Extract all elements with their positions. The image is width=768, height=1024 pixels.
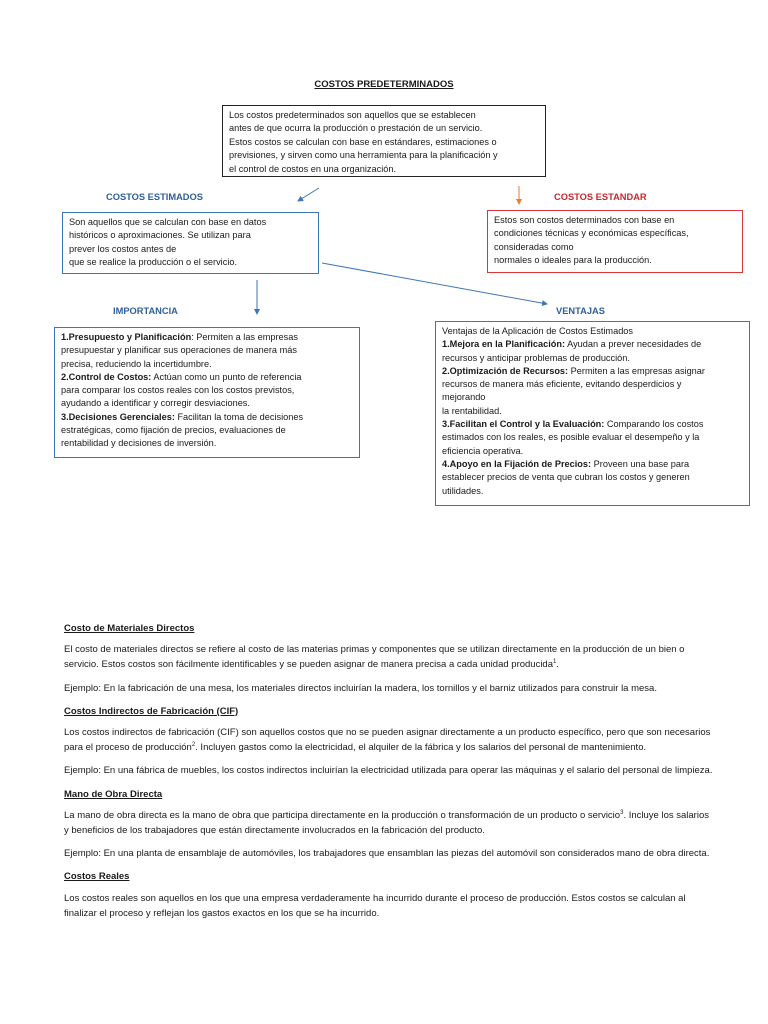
list-item <box>61 331 353 344</box>
paragraph-example: Ejemplo: En la fabricación de una mesa, los materiales directos incluirían la madera, los tornillos y el barniz utilizados para construir la mesa. <box>64 682 657 694</box>
text-line: ayudando a identificar y corregir desviaciones. <box>61 398 250 409</box>
text-line: la rentabilidad. <box>442 405 502 416</box>
paragraph-text: . <box>556 659 559 671</box>
text-line: Son aquellos que se calculan con base en datos <box>69 217 267 227</box>
paragraph <box>64 808 714 838</box>
list-item <box>442 418 743 431</box>
text-line: recursos de manera más eficiente, evitando desperdicios y <box>442 379 682 390</box>
item-heading: 1.Presupuesto y Planificación <box>61 332 192 342</box>
text-line: estimados con los reales, es posible evaluar el desempeño y la <box>442 432 700 443</box>
item-heading: 2.Control de Costos: <box>61 371 152 382</box>
paragraph-text: . Incluye los salarios y beneficios de los trabajadores que están directamente involucrados en la fabricación del producto. <box>64 809 709 837</box>
list-item <box>442 338 743 351</box>
text-line: estratégicas, como fijación de precios, evaluaciones de <box>61 425 286 436</box>
text-line: presupuestar y planificar sus operaciones de manera más <box>61 345 297 356</box>
text-line: previsiones, y sirven como una herramienta para la planificación y <box>229 150 498 161</box>
ventajas-intro: Ventajas de la Aplicación de Costos Estimados <box>442 326 634 336</box>
main-definition-box <box>222 105 546 177</box>
item-text: Comparando los costos <box>604 419 704 430</box>
page-title: COSTOS PREDETERMINADOS <box>314 79 454 90</box>
label-ventajas: VENTAJAS <box>556 306 605 316</box>
text-line: Estos costos se calculan con base en estándares, estimaciones o <box>229 136 497 147</box>
item-heading: 2.Optimización de Recursos: <box>442 365 569 376</box>
section-heading-mano-obra: Mano de Obra Directa <box>64 788 163 800</box>
paragraph-text: Los costos indirectos de fabricación (CIF) son aquellos costos que no se pueden asignar directamente a un producto específico, pero que son necesarios para el proceso de producción <box>64 727 711 754</box>
footnote-ref: 1 <box>553 659 557 666</box>
section-heading-cif: Costos Indirectos de Fabricación (CIF) <box>64 705 239 717</box>
item-heading: 4.Apoyo en la Fijación de Precios: <box>442 458 592 469</box>
list-item <box>442 458 743 471</box>
section-heading-costos-reales: Costos Reales <box>64 871 130 883</box>
item-heading: 3.Decisiones Gerenciales: <box>61 411 175 422</box>
item-text: Actúan como un punto de referencia <box>151 371 302 382</box>
text-line: consideradas como <box>494 241 574 252</box>
document-body <box>64 621 714 929</box>
paragraph <box>64 642 714 672</box>
text-line: mejorando <box>442 392 486 403</box>
text-line: rentabilidad y decisiones de inversión. <box>61 438 217 449</box>
paragraph-text: . Incluyen gastos como la electricidad, el alquiler de la fábrica y los salarios del personal de mantenimiento. <box>195 742 647 754</box>
item-text: Permiten a las empresas asignar <box>568 365 705 376</box>
label-costos-estimados: COSTOS ESTIMADOS <box>106 192 203 202</box>
paragraph-text: La mano de obra directa es la mano de obra que participa directamente en la producción o transformación de un producto o servicio <box>64 809 621 821</box>
list-item <box>442 365 743 378</box>
footnote-ref: 2 <box>191 742 196 749</box>
text-line: Estos son costos determinados con base en <box>494 215 675 225</box>
label-importancia: IMPORTANCIA <box>113 306 178 316</box>
footnote-ref: 3 <box>620 809 624 816</box>
text-line: establecer precios de venta que cubran los costos y generen <box>442 472 690 483</box>
list-item <box>61 371 353 384</box>
text-line: históricos o aproximaciones. Se utilizan para <box>69 230 251 241</box>
paragraph <box>64 725 714 755</box>
text-line: eficiencia operativa. <box>442 445 524 456</box>
item-text: Ayudan a prever necesidades de <box>565 339 702 350</box>
paragraph-example: Ejemplo: En una fábrica de muebles, los costos indirectos incluirían la electricidad utilizada para operar las máquinas y el salario del personal de limpieza. <box>64 765 713 777</box>
paragraph-example: Ejemplo: En una planta de ensamblaje de automóviles, los trabajadores que ensamblan las piezas del automóvil son considerados mano de obra directa. <box>64 848 710 860</box>
estimados-box <box>62 212 319 274</box>
text-line: prever los costos antes de <box>69 243 177 254</box>
text-line: utilidades. <box>442 485 484 496</box>
text-line: Los costos predeterminados son aquellos que se establecen <box>229 110 476 120</box>
label-costos-estandar: COSTOS ESTANDAR <box>554 192 647 202</box>
item-heading: 3.Facilitan el Control y la Evaluación: <box>442 419 605 430</box>
item-heading: 1.Mejora en la Planificación: <box>442 339 566 350</box>
estandar-box <box>487 210 743 273</box>
paragraph-text: El costo de materiales directos se refiere al costo de las materias primas y componentes que se utilizan directamente en la producción de un bien o servicio. Estos costos son fácilmente identificables y se pueden asignar de manera precisa a cada unidad producida <box>64 644 685 671</box>
text-line: antes de que ocurra la producción o prestación de un servicio. <box>229 123 483 134</box>
list-item <box>61 411 353 424</box>
arrow-to-estimados <box>298 188 319 201</box>
item-text: Proveen una base para <box>591 458 690 469</box>
text-line: normales o ideales para la producción. <box>494 255 652 266</box>
text-line: recursos y anticipar problemas de producción. <box>442 352 630 363</box>
text-line: el control de costos en una organización. <box>229 163 397 174</box>
ventajas-box <box>435 321 750 506</box>
item-text: Facilitan la toma de decisiones <box>174 411 304 422</box>
text-line: para comparar los costos reales con los costos previstos, <box>61 385 295 396</box>
importancia-box <box>54 327 360 458</box>
text-line: precisa, reduciendo la incertidumbre. <box>61 358 212 369</box>
text-line: condiciones técnicas y económicas específicas, <box>494 228 689 239</box>
section-heading-materiales: Costo de Materiales Directos <box>64 623 195 634</box>
paragraph: Los costos reales son aquellos en los que una empresa verdaderamente ha incurrido durante el proceso de producción. Estos costos se calculan al finalizar el proceso y reflejan los gastos exactos en los que se ha incurrido. <box>64 892 686 919</box>
item-text: : Permiten a las empresas <box>191 332 298 342</box>
text-line: que se realice la producción o el servicio. <box>69 257 238 268</box>
